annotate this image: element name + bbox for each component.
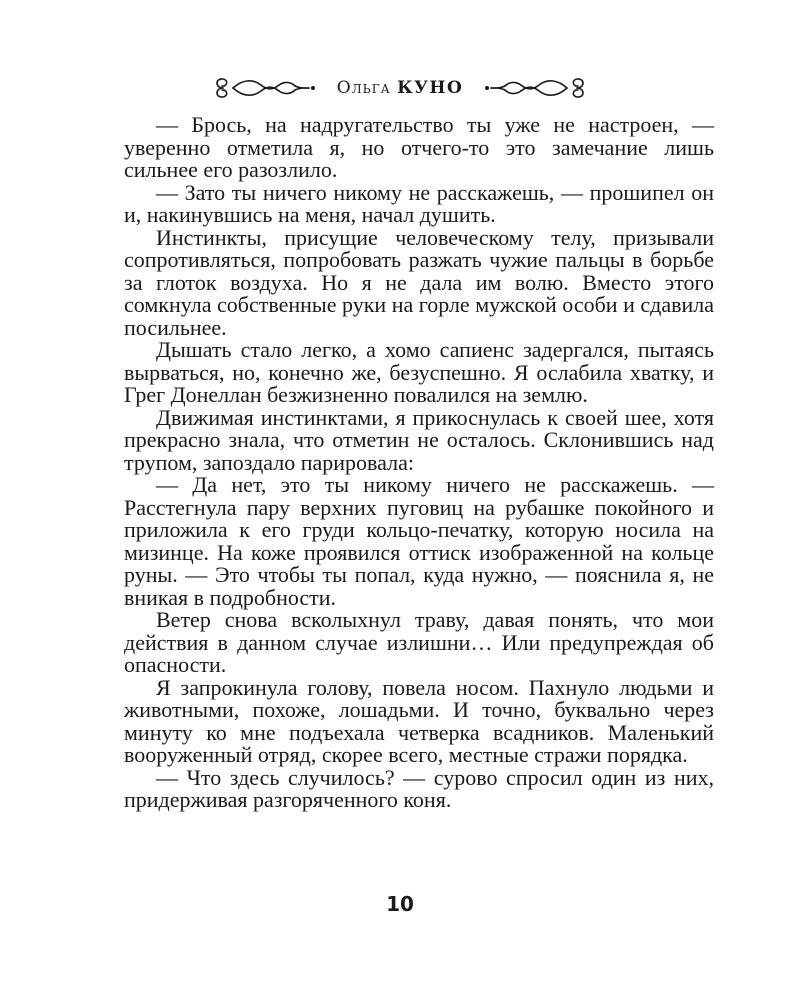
paragraph: Ветер снова всколыхнул траву, давая понять, что мои действия в данном случае излишни… Или предупреждая об опасности. (124, 607, 714, 677)
paragraph: — Да нет, это ты никому ничего не расскажешь. — Расстегнула пару верхних пуговиц на рубашке покойного и приложила к его груди кольцо-печатку, которую носила на мизинце. На коже проявился оттиск изображенной на кольце руны. — Это чтобы ты попал, куда нужно, — пояснила я, не вникая в подробности. (124, 472, 714, 610)
flourish-left-icon (211, 73, 321, 103)
body-text (124, 114, 714, 812)
running-header (0, 70, 800, 106)
running-header-title (331, 78, 470, 98)
paragraph: Движимая инстинктами, я прикоснулась к своей шее, хотя прекрасно знала, что отметин не осталось. Склонившись над трупом, запоздало парировала: (124, 404, 714, 475)
page-number: 10 (386, 892, 414, 916)
paragraph: Инстинкты, присущие человеческому телу, призывали сопротивляться, попробовать разжать чужие пальцы в борьбе за глоток воздуха. Но я не дала им волю. Вместо этого сомкнула собственные руки на горле мужской особи и сдавила посильнее. (124, 224, 714, 340)
paragraph: — Что здесь случилось? — сурово спросил один из них, придерживая разгоряченного коня. (124, 764, 714, 812)
paragraph: — Брось, на надругательство ты уже не настроен, — уверенно отметила я, но отчего-то это замечание лишь сильнее его разозлило. (124, 112, 714, 182)
flourish-right-icon (479, 73, 589, 103)
paragraph: Я запрокинула голову, повела носом. Пахнуло людьми и животными, похоже, лошадьми. И точно, буквально через минуту ко мне подъехала четверка всадников. Маленький вооруженный отряд, скорее всего, местные стражи порядка. (124, 674, 714, 767)
paragraph: — Зато ты ничего никому не расскажешь, — прошипел он и, накинувшись на меня, начал душить. (124, 179, 714, 227)
paragraph: Дышать стало легко, а хомо сапиенс задергался, пытаясь вырваться, но, конечно же, безуспешно. Я ослабила хватку, и Грег Донеллан безжизненно повалился на землю. (124, 337, 714, 407)
author-first-name: Ольга (336, 78, 391, 98)
author-last-name: КУНО (397, 78, 464, 98)
